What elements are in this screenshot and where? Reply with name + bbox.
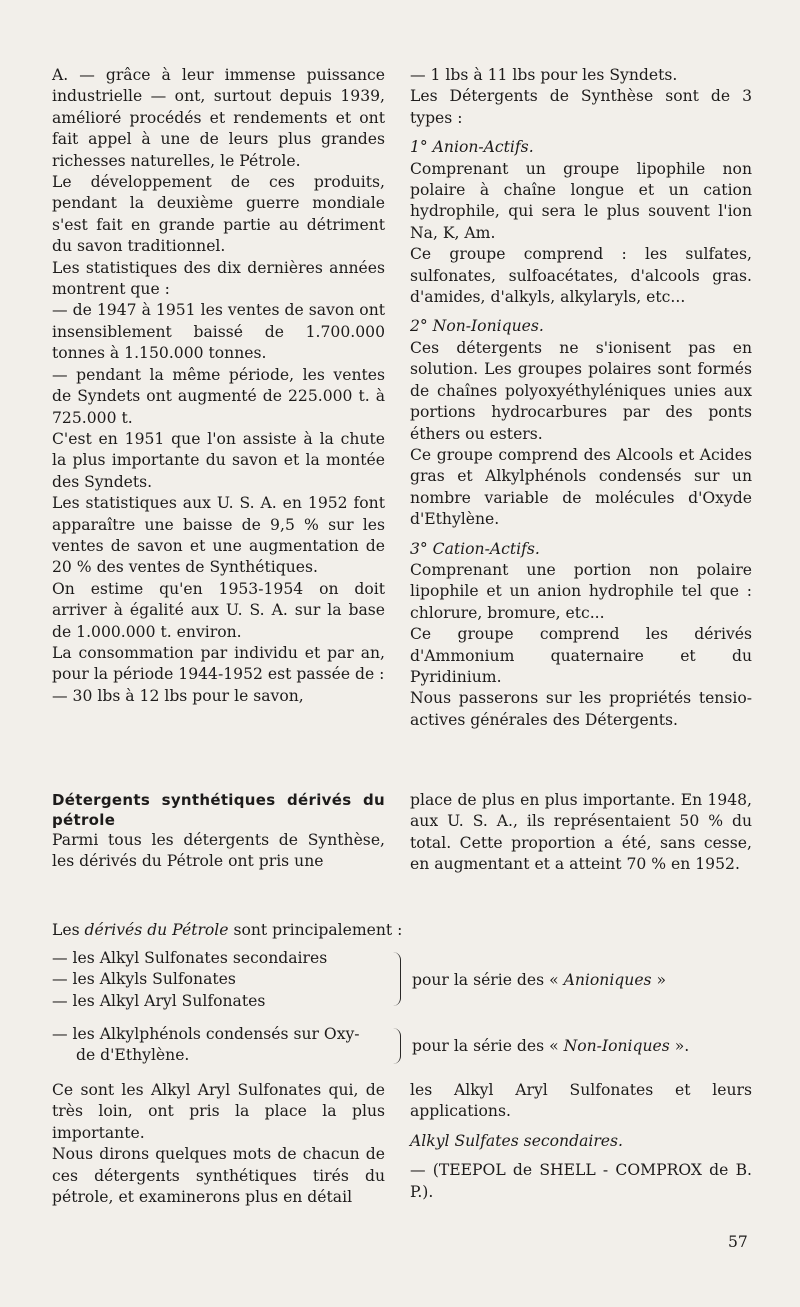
paragraph: place de plus en plus importante. En 1948, aux U. S. A., ils représentaient 50 % du total. Cette proportion a été, sans cesse, en augmentant et a atteint 70 % en 1952.	[410, 791, 752, 874]
list-item: — les Alkyl Sulfonates secondaires	[52, 949, 328, 967]
series-label: pour la série des « Non-Ioniques ».	[412, 1037, 690, 1055]
paragraph: — (TEEPOL de SHELL - COMPROX de B. P.).	[410, 1161, 752, 1201]
section-heading: Détergents synthétiques dérivés du pétrole	[52, 791, 385, 829]
anioniques-group	[52, 948, 752, 1014]
paragraph: On estime qu'en 1953-1954 on doit arriver à égalité aux U. S. A. sur la base de 1.000.000 t. environ.	[52, 579, 385, 641]
paragraph: Les statistiques aux U. S. A. en 1952 font apparaître une baisse de 9,5 % sur les ventes de savon et une augmentation de 20 % des ventes de Synthétiques.	[52, 494, 385, 577]
subheading-alkyl-sulfates: Alkyl Sulfates secondaires.	[410, 1131, 623, 1150]
paragraph: Ces détergents ne s'ionisent pas en solution. Les groupes polaires sont formés de chaînes polyoxyéthyléniques unies aux portions hydrocarbures par des ponts éthers ou esters.	[410, 338, 752, 443]
paragraph: Ce groupe comprend des Alcools et Acides gras et Alkylphénols condensés sur un nombre variable de molécules d'Oxyde d'Ethylène.	[410, 445, 752, 529]
series-label: pour la série des « Anioniques »	[412, 971, 667, 989]
right-column-top	[410, 65, 752, 731]
paragraph: — pendant la même période, les ventes de Syndets ont augmenté de 225.000 t. à 725.000 t.	[52, 365, 385, 427]
paragraph: Ce groupe comprend : les sulfates, sulfonates, sulfoacétates, d'alcools gras. d'amides, d'alkyls, alkylaryls, etc...	[410, 245, 752, 307]
paragraph: les Alkyl Aryl Sulfonates et leurs applications.	[410, 1081, 752, 1121]
paragraph: Ce groupe comprend les dérivés d'Ammonium quaternaire et du Pyridinium.	[410, 625, 752, 686]
paragraph: La consommation par individu et par an, pour la période 1944-1952 est passée de :	[52, 643, 385, 684]
paragraph: A. — grâce à leur immense puissance industrielle — ont, surtout depuis 1939, amélioré procédés et rendements et ont fait appel à une de leurs plus grandes richesses naturelles, le Pétrole.	[52, 66, 385, 170]
left-column-bottom	[52, 1080, 385, 1208]
intro-text: sont principalement :	[228, 921, 403, 939]
list-item: — les Alkyls Sulfonates	[52, 970, 236, 989]
list-item: — les Alkylphénols condensés sur Oxy-	[52, 1025, 360, 1043]
paragraph: Comprenant une portion non polaire lipophile et un anion hydrophile tel que : chlorure, bromure, etc...	[410, 560, 752, 622]
right-column-middle	[410, 790, 752, 876]
paragraph: Nous dirons quelques mots de chacun de ces détergents synthétiques tirés du pétrole, et examinerons plus en détail	[52, 1145, 385, 1207]
right-column-bottom	[410, 1080, 752, 1203]
derives-list	[52, 948, 752, 1070]
brace	[392, 952, 401, 1006]
list-item: de d'Ethylène.	[76, 1046, 190, 1065]
intro-text: Les	[52, 921, 85, 939]
page-number: 57	[728, 1233, 748, 1251]
subheading-anion-actifs: 1° Anion-Actifs.	[410, 138, 534, 157]
intro-italic: dérivés du Pétrole	[84, 921, 229, 939]
non-ioniques-group	[52, 1024, 752, 1070]
subheading-cation-actifs: 3° Cation-Actifs.	[410, 539, 540, 558]
left-column-middle	[52, 790, 385, 873]
paragraph: Nous passerons sur les propriétés tensio-actives générales des Détergents.	[410, 689, 752, 729]
paragraph: Comprenant un groupe lipophile non polaire à chaîne longue et un cation hydrophile, qui sera le plus souvent l'ion Na, K, Am.	[410, 159, 752, 242]
derives-intro	[52, 920, 752, 941]
subheading-non-ioniques: 2° Non-Ioniques.	[410, 317, 544, 336]
paragraph: C'est en 1951 que l'on assiste à la chute la plus importante du savon et la montée des Syndets.	[52, 429, 385, 491]
paragraph: Le développement de ces produits, pendant la deuxième guerre mondiale s'est fait en grande partie au détriment du savon traditionnel.	[52, 173, 385, 256]
paragraph: Les statistiques des dix dernières années montrent que :	[52, 258, 385, 299]
paragraph: — de 1947 à 1951 les ventes de savon ont insensiblement baissé de 1.700.000 tonnes à 1.150.000 tonnes.	[52, 301, 385, 363]
list-item: — les Alkyl Aryl Sulfonates	[52, 991, 266, 1010]
brace	[392, 1028, 401, 1064]
paragraph: — 30 lbs à 12 lbs pour le savon,	[52, 686, 304, 705]
paragraph: Les Détergents de Synthèse sont de 3 types :	[410, 87, 752, 127]
paragraph: Ce sont les Alkyl Aryl Sulfonates qui, de très loin, ont pris la place la plus importante.	[52, 1081, 385, 1142]
paragraph: — 1 lbs à 11 lbs pour les Syndets.	[410, 66, 678, 84]
paragraph: Parmi tous les détergents de Synthèse, les dérivés du Pétrole ont pris une	[52, 831, 385, 871]
left-column-top	[52, 65, 385, 707]
